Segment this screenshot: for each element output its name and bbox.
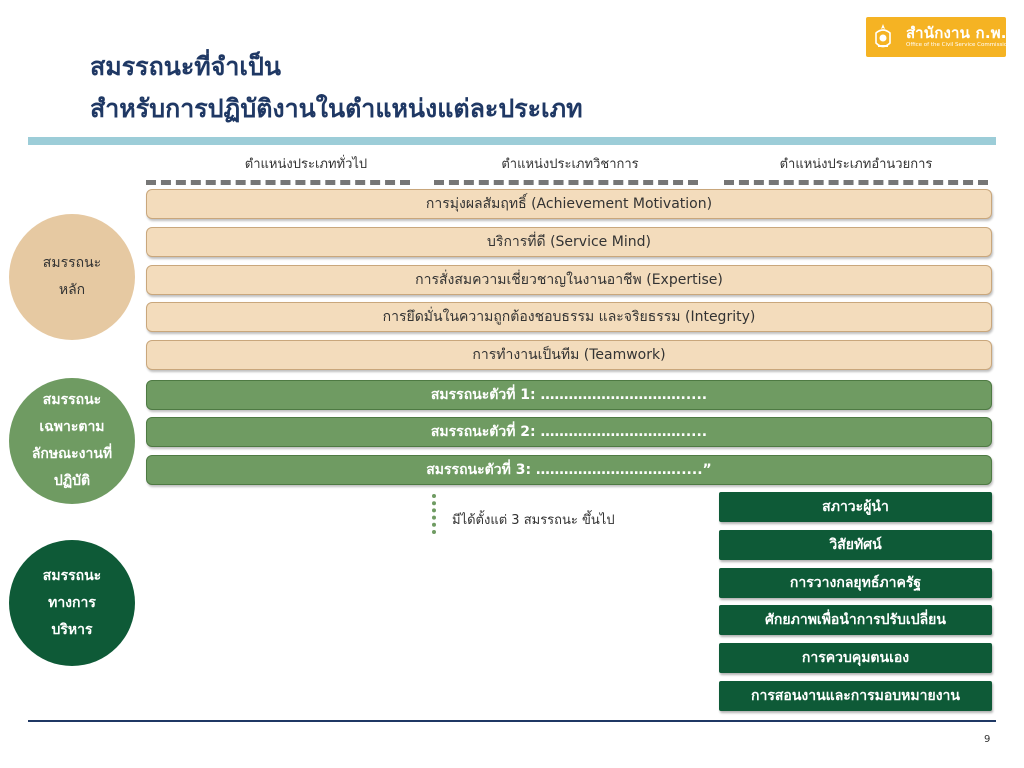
column-header-executive: ตำแหน่งประเภทอำนวยการ [779, 157, 933, 172]
core-competency-bar: การยึดมั่นในความถูกต้องชอบธรรม และจริยธรรม (Integrity) [146, 302, 992, 332]
functional-note: มีได้ตั้งแต่ 3 สมรรถนะ ขึ้นไป [452, 513, 615, 528]
management-competency-bar: ศักยภาพเพื่อนำการปรับเปลี่ยน [719, 605, 992, 635]
seal-icon [872, 22, 894, 52]
slide-title [90, 46, 583, 130]
core-competency-bar: บริการที่ดี (Service Mind) [146, 227, 992, 257]
circle-label-line: สมรรถนะ [42, 567, 102, 584]
circle-label-line: สมรรถนะ [42, 255, 102, 271]
bottom-divider [28, 720, 996, 722]
circle-label-line: ลักษณะงานที่ [31, 446, 113, 462]
column-header-academic: ตำแหน่งประเภทวิชาการ [501, 157, 639, 172]
circle-label-line: บริหาร [51, 621, 93, 638]
functional-competency-bar: สมรรถนะตัวที่ 1: …………………………..... [146, 380, 992, 410]
core-competency-bar: การสั่งสมความเชี่ยวชาญในงานอาชีพ (Expertise) [146, 265, 992, 295]
core-competency-circle [9, 214, 135, 340]
ocsc-logo [866, 17, 1011, 57]
management-competency-bar: สภาวะผู้นำ [719, 492, 992, 522]
management-competency-circle [9, 540, 135, 666]
circle-label-line: หลัก [58, 282, 86, 298]
column-divider-general [146, 180, 410, 185]
page-number: 9 [984, 734, 991, 745]
functional-competency-bar: สมรรถนะตัวที่ 2: …………………………..... [146, 417, 992, 447]
core-competency-bar: การมุ่งผลสัมฤทธิ์ (Achievement Motivation) [146, 189, 992, 219]
management-competency-bar: การวางกลยุทธ์ภาครัฐ [719, 568, 992, 598]
circle-label-line: สมรรถนะ [42, 392, 102, 408]
circle-label-line: เฉพาะตาม [39, 419, 105, 435]
title-line-1: สมรรถนะที่จำเป็น [90, 52, 281, 81]
top-divider [28, 137, 996, 145]
logo-subtitle: Office of the Civil Service Commission [906, 41, 1011, 48]
column-divider-academic [434, 180, 698, 185]
management-competency-bar: วิสัยทัศน์ [719, 530, 992, 560]
functional-competency-circle [9, 378, 135, 504]
core-competency-bar: การทำงานเป็นทีม (Teamwork) [146, 340, 992, 370]
functional-competency-bar: สมรรถนะตัวที่ 3: ………………………….....” [146, 455, 992, 485]
circle-label-line: ปฏิบัติ [53, 473, 91, 489]
management-competency-bar: การควบคุมตนเอง [719, 643, 992, 673]
circle-label-line: ทางการ [48, 594, 96, 611]
note-dotted-connector [432, 494, 436, 534]
column-divider-executive [724, 180, 988, 185]
management-competency-bar: การสอนงานและการมอบหมายงาน [719, 681, 992, 711]
column-header-general: ตำแหน่งประเภททั่วไป [244, 157, 368, 172]
logo-name: สำนักงาน ก.พ. [906, 23, 1007, 42]
title-line-2: สำหรับการปฏิบัติงานในตำแหน่งแต่ละประเภท [90, 94, 583, 123]
